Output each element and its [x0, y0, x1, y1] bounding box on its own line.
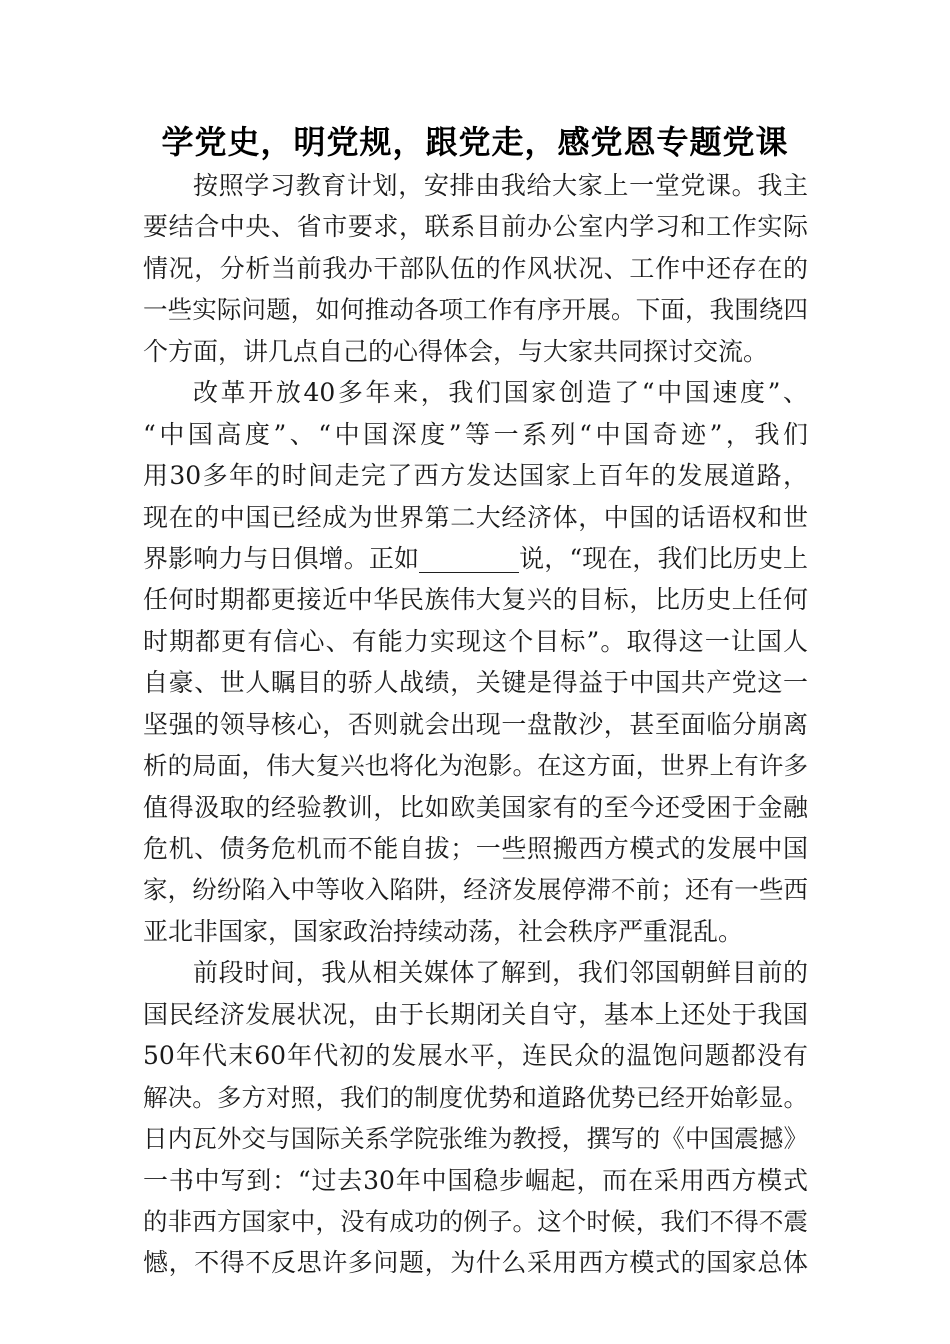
body-line: 情况，分析当前我办干部队伍的作风状况、工作中还存在的: [143, 253, 808, 283]
body-line: 一书中写到：“过去30年中国稳步崛起，而在采用西方模式: [143, 1165, 808, 1195]
body-line: 憾，不得不反思许多问题，为什么采用西方模式的国家总体: [143, 1248, 808, 1278]
body-line: 50年代末60年代初的发展水平，连民众的温饱问题都没有: [143, 1041, 808, 1071]
body-line: 的非西方国家中，没有成功的例子。这个时候，我们不得不震: [143, 1206, 808, 1236]
document-title: 学党史，明党规，跟党走，感党恩专题党课: [161, 123, 789, 161]
body-line: 自豪、世人瞩目的骄人战绩，关键是得益于中国共产党这一: [143, 668, 808, 698]
body-line: 按照学习教育计划，安排由我给大家上一堂党课。我主: [193, 171, 808, 200]
body-line: 坚强的领导核心，否则就会出现一盘散沙，甚至面临分崩离: [143, 709, 808, 739]
body-line: 改革开放40多年来，我们国家创造了“中国速度”、: [193, 378, 808, 408]
body-line: “中国高度”、“中国深度”等一系列“中国奇迹”，我们: [143, 419, 808, 449]
body-line: 值得汲取的经验教训，比如欧美国家有的至今还受困于金融: [143, 792, 808, 822]
body-line: 个方面，讲几点自己的心得体会，与大家共同探讨交流。: [143, 336, 769, 366]
body-line: 亚北非国家，国家政治持续动荡，社会秩序严重混乱。: [143, 916, 744, 946]
body-line: 国民经济发展状况，由于长期闭关自守，基本上还处于我国: [143, 999, 808, 1029]
body-line: 危机、债务危机而不能自拔；一些照搬西方模式的发展中国: [143, 834, 808, 863]
document-body: [143, 165, 808, 1284]
body-line: 用30多年的时间走完了西方发达国家上百年的发展道路，: [143, 461, 808, 491]
body-line: 析的局面，伟大复兴也将化为泡影。在这方面，世界上有许多: [143, 751, 808, 781]
body-line: 前段时间，我从相关媒体了解到，我们邻国朝鲜目前的: [193, 958, 808, 988]
body-line: 解决。多方对照，我们的制度优势和道路优势已经开始彰显。: [143, 1082, 808, 1112]
body-line: 界影响力与日俱增。正如________说，“现在，我们比历史上: [143, 543, 808, 573]
body-line: 一些实际问题，如何推动各项工作有序开展。下面，我围绕四: [143, 295, 808, 325]
body-line: 任何时期都更接近中华民族伟大复兴的目标，比历史上任何: [143, 585, 808, 615]
body-line: 日内瓦外交与国际关系学院张维为教授，撰写的《中国震撼》: [143, 1124, 808, 1154]
body-line: 家，纷纷陷入中等收入陷阱，经济发展停滞不前；还有一些西: [143, 875, 808, 905]
body-line: 现在的中国已经成为世界第二大经济体，中国的话语权和世: [143, 502, 808, 532]
body-line: 要结合中央、省市要求，联系目前办公室内学习和工作实际: [143, 212, 808, 242]
body-line: 时期都更有信心、有能力实现这个目标”。取得这一让国人: [143, 626, 808, 656]
